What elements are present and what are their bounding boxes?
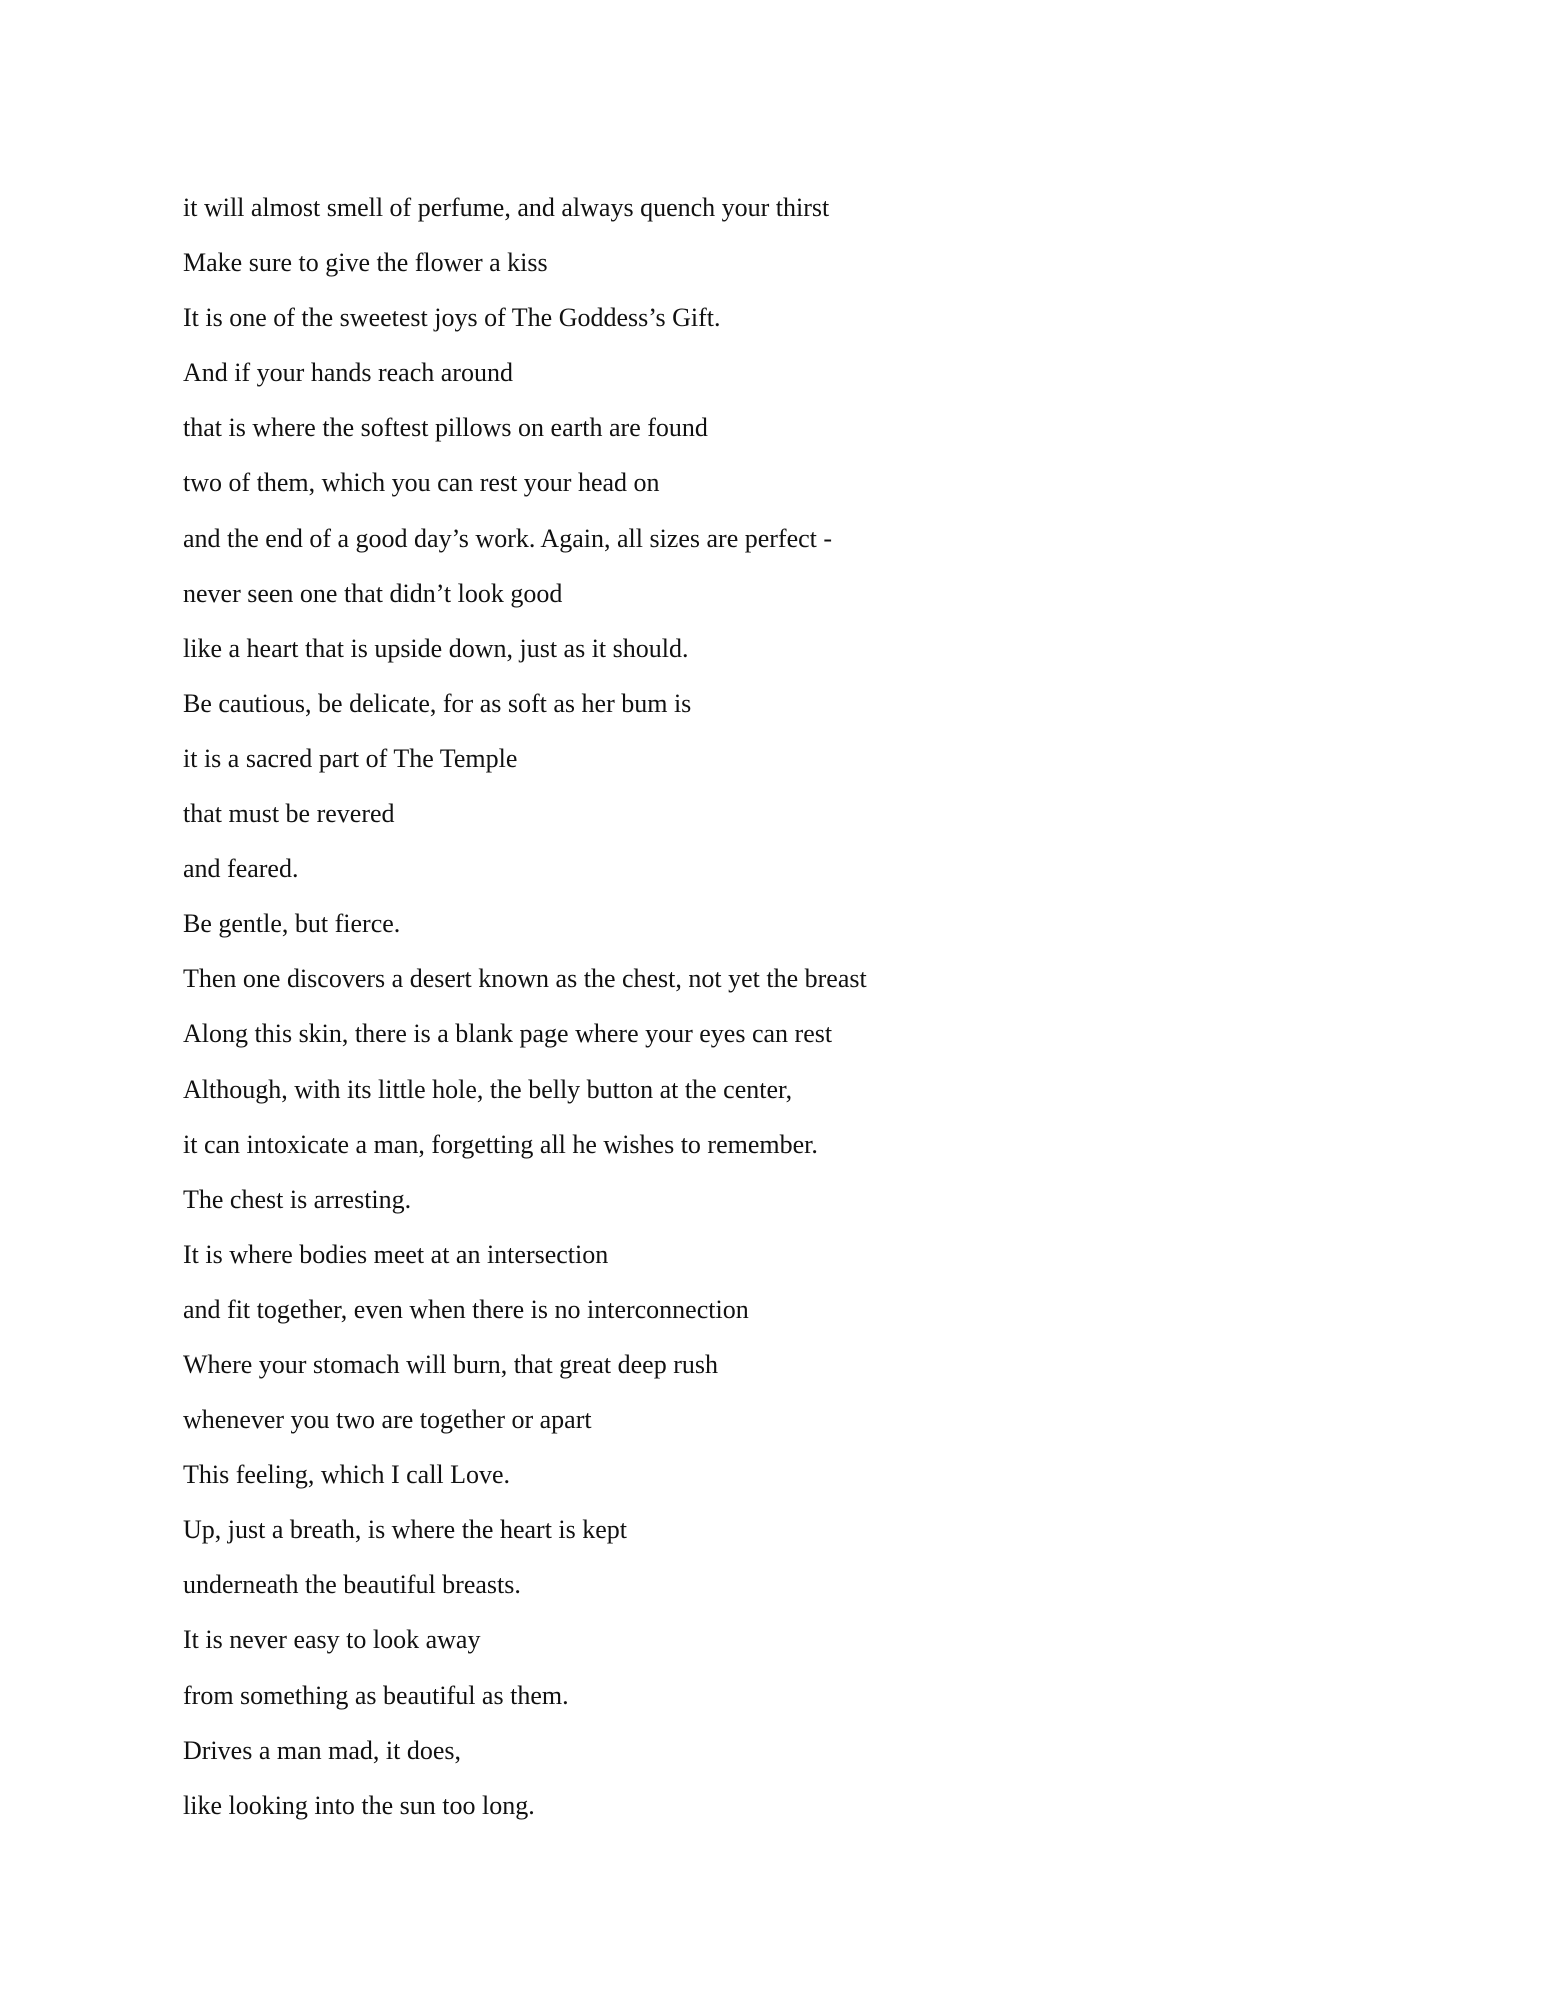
poem-line: it will almost smell of perfume, and always quench your thirst [183, 193, 830, 222]
poem-line: whenever you two are together or apart [183, 1405, 592, 1435]
poem-line: from something as beautiful as them. [183, 1680, 569, 1710]
poem-line: and the end of a good day’s work. Again, all sizes are perfect - [183, 523, 833, 553]
poem-line: This feeling, which I call Love. [183, 1460, 511, 1490]
poem-line: it is a sacred part of The Temple [183, 743, 518, 773]
poem-line: Where your stomach will burn, that great deep rush [183, 1349, 718, 1379]
poem-line: like a heart that is upside down, just as it should. [183, 633, 689, 663]
poem-line: and fit together, even when there is no interconnection [183, 1294, 749, 1324]
poem-line: It is one of the sweetest joys of The Goddess’s Gift. [183, 303, 721, 333]
poem-line: never seen one that didn’t look good [183, 578, 563, 608]
poem-line: two of them, which you can rest your head on [183, 468, 660, 498]
poem-body [183, 180, 1383, 1833]
poem-line: it can intoxicate a man, forgetting all he wishes to remember. [183, 1129, 818, 1159]
poem-line: underneath the beautiful breasts. [183, 1570, 521, 1600]
poem-line: It is never easy to look away [183, 1625, 481, 1655]
poem-line: And if your hands reach around [183, 358, 513, 388]
poem-line: Make sure to give the flower a kiss [183, 248, 548, 278]
poem-line: like looking into the sun too long. [183, 1790, 535, 1820]
poem-line: Along this skin, there is a blank page where your eyes can rest [183, 1019, 833, 1049]
poem-line: Drives a man mad, it does, [183, 1735, 461, 1765]
poem-line: that is where the softest pillows on earth are found [183, 413, 708, 443]
poem-line: that must be revered [183, 799, 395, 829]
poem-line: Up, just a breath, is where the heart is kept [183, 1515, 628, 1545]
poem-line: It is where bodies meet at an intersection [183, 1239, 609, 1269]
poem-line: Be cautious, be delicate, for as soft as her bum is [183, 688, 692, 718]
poem-line: Be gentle, but fierce. [183, 909, 401, 939]
poem-line: The chest is arresting. [183, 1184, 412, 1214]
poem-line: Then one discovers a desert known as the chest, not yet the breast [183, 964, 867, 994]
poem-line: Although, with its little hole, the belly button at the center, [183, 1074, 793, 1104]
poem-line: and feared. [183, 854, 299, 884]
